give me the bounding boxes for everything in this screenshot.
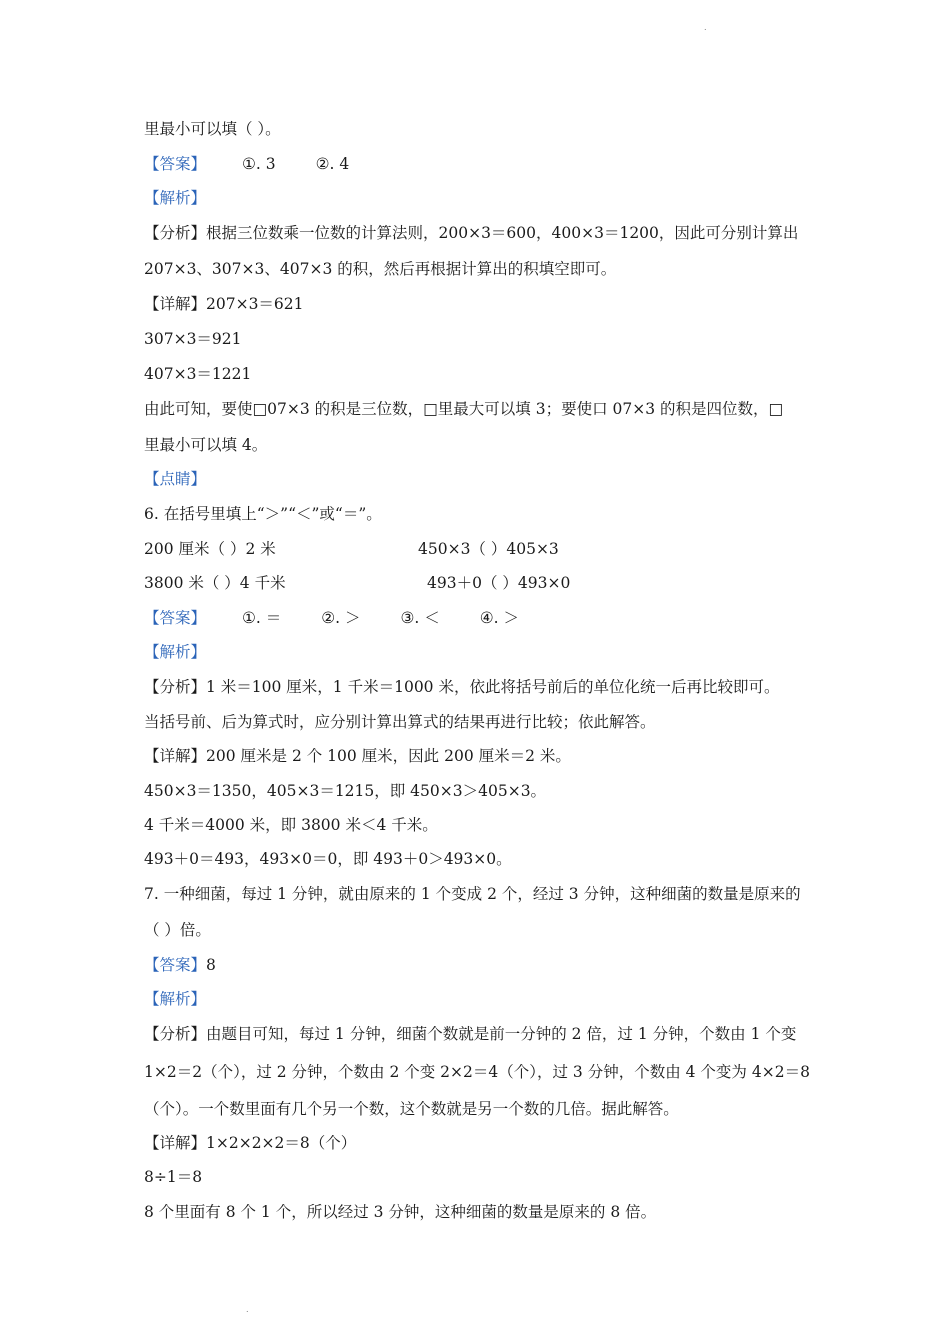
analysis-line-2: 1×2＝2（个），过 2 分钟，个数由 2 个变 2×2＝4（个），过 3 分钟，个数由 4 个变为 4×2＝8 xyxy=(144,1063,810,1081)
q6-row-2 xyxy=(144,573,570,593)
footer-dot: . xyxy=(246,1305,249,1314)
detail-line-3: 8 个里面有 8 个 1 个，所以经过 3 分钟，这种细菌的数量是原来的 8 倍。 xyxy=(144,1203,657,1221)
detail-line-3: 4 千米＝4000 米，即 3800 米＜4 千米。 xyxy=(144,816,438,834)
corner-dot: . xyxy=(704,23,707,32)
answer-row-q5 xyxy=(144,154,349,174)
detail-line-1: 【详解】1×2×2×2＝8（个） xyxy=(144,1134,357,1152)
explanation-tag: 【解析】 xyxy=(144,643,207,661)
answer-item-3: ③. ＜ xyxy=(400,609,440,627)
explanation-tag: 【解析】 xyxy=(144,990,207,1008)
answer-item-1: ①. ＝ xyxy=(242,609,282,627)
comment-tag: 【点睛】 xyxy=(144,470,207,488)
analysis-line-3: （个）。一个数里面有几个另一个数，这个数就是另一个数的几倍。据此解答。 xyxy=(144,1100,679,1118)
detail-line-3: 407×3＝1221 xyxy=(144,365,252,383)
answer-row-q7 xyxy=(144,955,216,975)
line-fill-min-4: 里最小可以填（ ）。 xyxy=(144,120,281,138)
explanation-heading xyxy=(144,642,206,662)
answer-item-2: ②. ＞ xyxy=(321,609,361,627)
answer-item-2: ②. 4 xyxy=(315,155,350,173)
explanation-heading xyxy=(144,188,206,208)
analysis-line-1: 【分析】1 米＝100 厘米，1 千米＝1000 米，依此将括号前后的单位化统一后再比较即可。 xyxy=(144,678,780,696)
answer-value: 8 xyxy=(206,956,216,974)
detail-line-2: 8÷1＝8 xyxy=(144,1168,203,1186)
detail-line-1: 【详解】207×3＝621 xyxy=(144,295,304,313)
analysis-line-1: 【分析】根据三位数乘一位数的计算法则，200×3＝600，400×3＝1200，因此可分别计算出 xyxy=(144,224,799,242)
q6-item-3: 3800 米（ ）4 千米 xyxy=(144,574,286,592)
q6-item-1: 200 厘米（ ）2 米 xyxy=(144,540,276,558)
q6-row-1 xyxy=(144,539,559,559)
answer-tag: 【答案】 xyxy=(144,609,207,627)
detail-line-2: 307×3＝921 xyxy=(144,330,242,348)
explanation-heading xyxy=(144,989,206,1009)
detail-line-2: 450×3＝1350，405×3＝1215，即 450×3＞405×3。 xyxy=(144,782,547,800)
question-7-blank: （ ）倍。 xyxy=(144,921,211,939)
detail-line-4: 493＋0＝493，493×0＝0，即 493＋0＞493×0。 xyxy=(144,850,512,868)
question-6: 6. 在括号里填上“＞”“＜”或“＝”。 xyxy=(144,505,382,523)
detail-line-1: 【详解】200 厘米是 2 个 100 厘米，因此 200 厘米＝2 米。 xyxy=(144,747,571,765)
analysis-line-2: 207×3、307×3、407×3 的积，然后再根据计算出的积填空即可。 xyxy=(144,260,617,278)
detail-line-5: 里最小可以填 4。 xyxy=(144,436,268,454)
analysis-line-1: 【分析】由题目可知，每过 1 分钟，细菌个数就是前一分钟的 2 倍，过 1 分钟，个数由 1 个变 xyxy=(144,1025,797,1043)
q6-item-4: 493＋0（ ）493×0 xyxy=(427,574,571,592)
analysis-line-2: 当括号前、后为算式时，应分别计算出算式的结果再进行比较；依此解答。 xyxy=(144,713,656,731)
answer-tag: 【答案】 xyxy=(144,956,207,974)
answer-item-4: ④. ＞ xyxy=(479,609,520,627)
answer-row-q6 xyxy=(144,608,519,628)
explanation-tag: 【解析】 xyxy=(144,189,207,207)
question-7: 7. 一种细菌，每过 1 分钟，就由原来的 1 个变成 2 个，经过 3 分钟，这种细菌的数量是原来的 xyxy=(144,885,801,903)
answer-tag: 【答案】 xyxy=(144,155,207,173)
comment-heading xyxy=(144,469,206,489)
answer-item-1: ①. 3 xyxy=(242,155,276,173)
detail-line-4: 由此可知，要使□07×3 的积是三位数，□里最大可以填 3；要使口 07×3 的积是四位数，□ xyxy=(144,400,784,418)
q6-item-2: 450×3（ ）405×3 xyxy=(418,540,559,558)
